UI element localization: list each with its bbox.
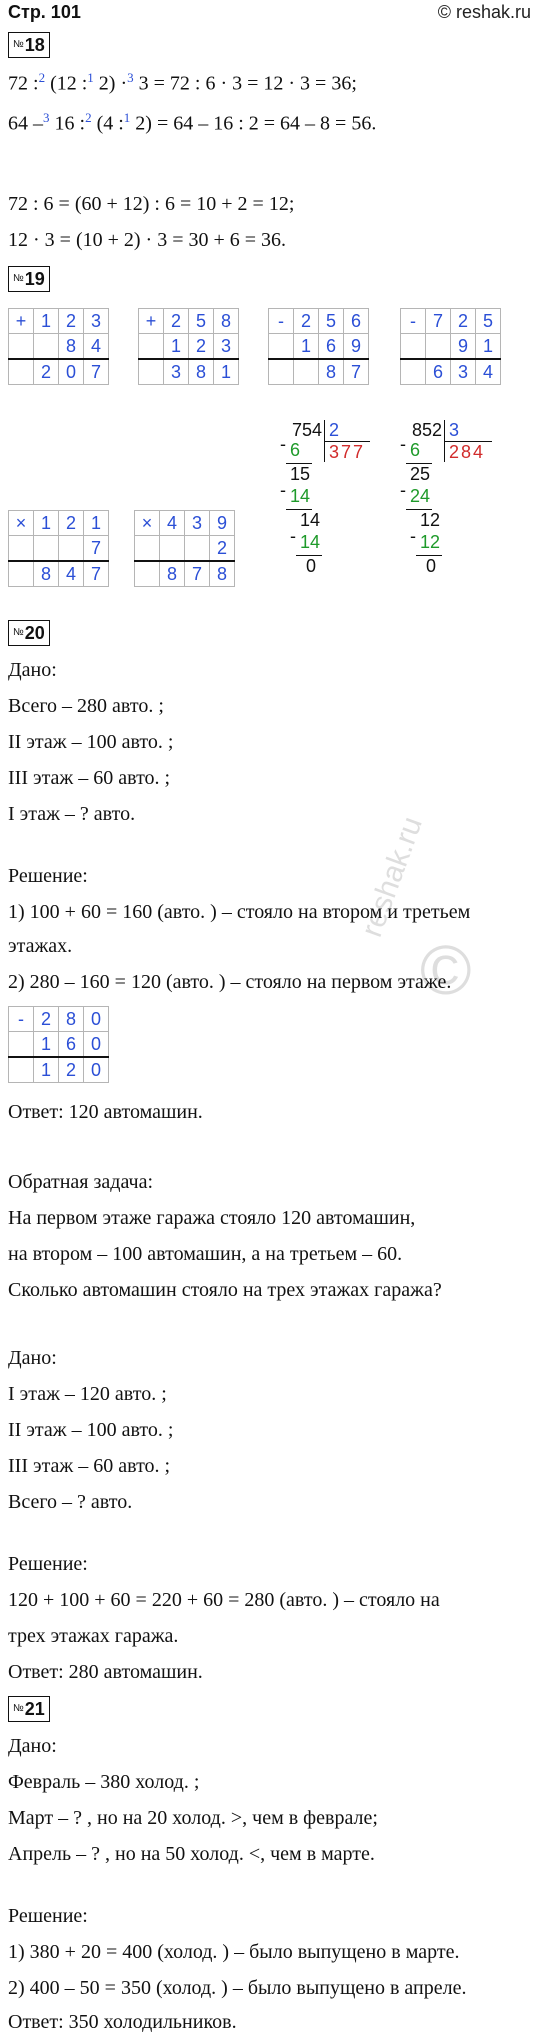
watermark-copyright-icon: © — [420, 931, 472, 1009]
given-line: II этаж – 100 авто. ; — [8, 1419, 174, 1441]
multiplication-block-1: × 1 2 1 7 8 4 7 — [8, 510, 109, 587]
site-credit: © reshak.ru — [437, 2, 531, 22]
solution-title: Решение: — [8, 865, 88, 887]
task-18-line-1: 72 :$^2$ (12 :$^1$ 2) ·$^3$ 3 = 72 : 6 · 3 = 12 · 3 = 36; — [8, 70, 357, 95]
subtraction-block-3: - 2 8 0 1 6 0 1 2 0 — [8, 1006, 109, 1083]
solution-step-2: 2) 400 – 50 = 350 (холод. ) – было выпущено в апреле. — [8, 1977, 467, 1999]
given-line: I этаж – 120 авто. ; — [8, 1383, 167, 1405]
given-line: II этаж – 100 авто. ; — [8, 731, 174, 753]
quotient: 284 — [449, 442, 486, 462]
long-division-1: 754 2 377 - 6 15 - 14 14 - 14 0 — [278, 420, 388, 600]
solution-step-2: 2) 280 – 160 = 120 (авто. ) – стояло на первом этаже. — [8, 971, 452, 993]
solution-step: 120 + 100 + 60 = 220 + 60 = 280 (авто. ) – стояло на — [8, 1589, 440, 1611]
given-line: Всего – ? авто. — [8, 1491, 133, 1513]
inverse-line: На первом этаже гаража стояло 120 автомашин, — [8, 1207, 416, 1229]
answer-3: Ответ: 350 холодильников. — [8, 2011, 237, 2033]
task-21-badge: №21 — [8, 1696, 50, 1722]
subtraction-block-1: - 2 5 6 1 6 9 8 7 — [268, 308, 369, 385]
long-division-2: 852 3 284 - 6 25 - 24 12 - 12 0 — [398, 420, 518, 600]
task-18-line-2: 64 –$^3$ 16 :$^2$ (4 :$^1$ 2) = 64 – 16 : 2 = 64 – 8 = 56. — [8, 110, 377, 135]
given-title: Дано: — [8, 659, 57, 681]
task-18-badge: №18 — [8, 32, 50, 58]
addition-block-1: + 1 2 3 8 4 2 0 7 — [8, 308, 109, 385]
given-line: Апрель – ? , но на 50 холод. <, чем в марте. — [8, 1843, 375, 1865]
quotient: 377 — [329, 442, 366, 462]
given-line: III этаж – 60 авто. ; — [8, 767, 171, 789]
given-line: Март – ? , но на 20 холод. >, чем в феврале; — [8, 1807, 378, 1829]
dividend: 754 — [292, 420, 323, 440]
answer-2: Ответ: 280 автомашин. — [8, 1661, 203, 1683]
solution-step-1: 1) 100 + 60 = 160 (авто. ) – стояло на втором и третьем — [8, 901, 471, 923]
given-line: Февраль – 380 холод. ; — [8, 1771, 200, 1793]
inverse-line: Сколько автомашин стояло на трех этажах гаража? — [8, 1279, 442, 1301]
divisor: 3 — [449, 420, 460, 440]
task-19-badge: №19 — [8, 266, 50, 292]
given-line: I этаж – ? авто. — [8, 803, 136, 825]
answer: Ответ: 120 автомашин. — [8, 1101, 203, 1123]
given-title-2: Дано: — [8, 1347, 57, 1369]
inverse-line: на втором – 100 автомашин, а на третьем – 60. — [8, 1243, 403, 1265]
addition-block-2: + 2 5 8 1 2 3 3 8 1 — [138, 308, 239, 385]
subtraction-block-2: - 7 2 5 9 1 6 3 4 — [400, 308, 501, 385]
given-title-3: Дано: — [8, 1735, 57, 1757]
solution-title-2: Решение: — [8, 1553, 88, 1575]
dividend: 852 — [412, 420, 443, 440]
given-line: III этаж – 60 авто. ; — [8, 1455, 171, 1477]
solution-step-1-cont: этажах. — [8, 935, 73, 957]
multiplication-block-2: × 4 3 9 2 8 7 8 — [134, 510, 235, 587]
task-18-line-3: 72 : 6 = (60 + 12) : 6 = 10 + 2 = 12; — [8, 193, 295, 215]
task-20-badge: №20 — [8, 620, 50, 646]
divisor: 2 — [329, 420, 340, 440]
watermark: reshak.ru — [355, 812, 429, 942]
task-18-line-4: 12 · 3 = (10 + 2) · 3 = 30 + 6 = 36. — [8, 229, 287, 251]
solution-step-1: 1) 380 + 20 = 400 (холод. ) – было выпущено в марте. — [8, 1941, 460, 1963]
given-line: Всего – 280 авто. ; — [8, 695, 164, 717]
solution-title-3: Решение: — [8, 1905, 88, 1927]
inverse-title: Обратная задача: — [8, 1171, 154, 1193]
solution-step-cont: трех этажах гаража. — [8, 1625, 179, 1647]
page-number: Стр. 101 — [8, 2, 81, 22]
